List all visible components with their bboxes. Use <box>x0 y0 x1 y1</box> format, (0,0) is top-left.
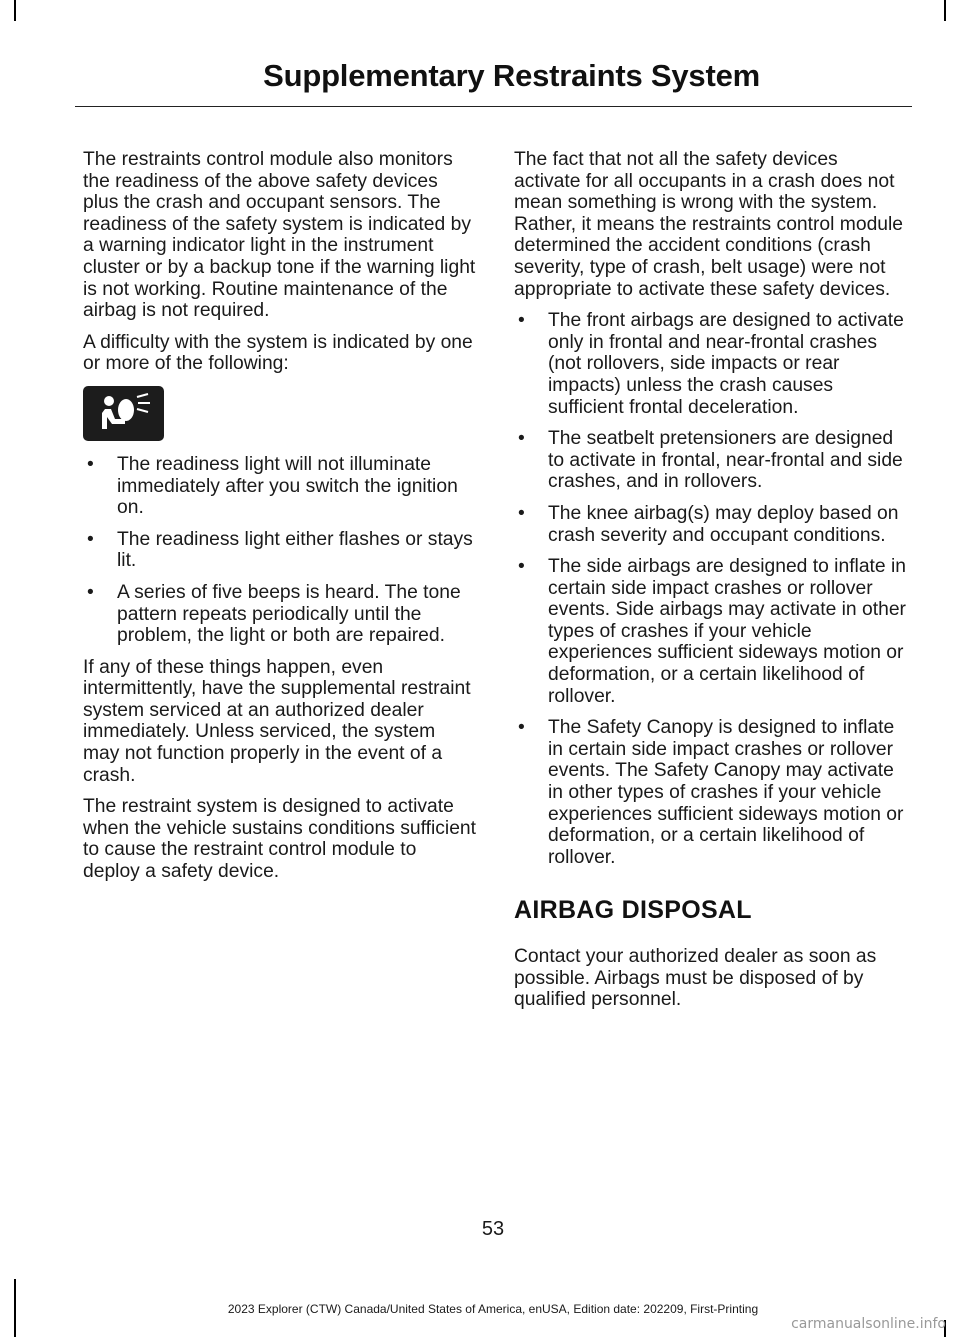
list-item-text: The readiness light will not illuminate immediately after you switch the ignition on. <box>117 453 458 519</box>
left-column <box>83 149 476 893</box>
list-item-text: The side airbags are designed to inflate in certain side impact crashes or rollover events. Side airbags may activate in other types of crashes if your vehicle experiences sufficient sideways motion or deformation, or a certain likelihood of rollover. <box>548 556 907 707</box>
paragraph: The fact that not all the safety devices activate for all occupants in a crash does not mean something is wrong with the system. Rather, it means the restraints control module determined the accident conditions (crash severity, type of crash, belt usage) were not appropriate to activate these safety devices. <box>514 149 904 300</box>
section-heading: AIRBAG DISPOSAL <box>514 896 752 925</box>
paragraph: A difficulty with the system is indicated by one or more of the following: <box>83 331 473 375</box>
crop-mark-top-left <box>14 0 16 21</box>
list-item <box>83 529 476 572</box>
list-item <box>514 556 909 707</box>
list-item <box>514 428 909 493</box>
page-number: 53 <box>481 1218 505 1240</box>
list-item-text: A series of five beeps is heard. The tone pattern repeats periodically until the problem, the light or both are repaired. <box>117 581 461 647</box>
list-item <box>514 310 909 418</box>
list-item <box>514 717 909 868</box>
bullet-glyph: • <box>87 581 94 603</box>
crop-mark-top-right <box>944 0 946 21</box>
paragraph: Contact your authorized dealer as soon as possible. Airbags must be disposed of by qualified personnel. <box>514 946 877 1011</box>
bullet-glyph: • <box>518 428 525 450</box>
footer-edition-info: 2023 Explorer (CTW) Canada/United States of America, enUSA, Edition date: 202209, First-Printing <box>227 1302 759 1316</box>
bullet-glyph: • <box>87 453 94 475</box>
bullet-glyph: • <box>518 717 525 739</box>
watermark: carmanualsonline.info <box>791 1316 946 1332</box>
list-item <box>514 503 909 546</box>
list-item-text: The front airbags are designed to activate only in frontal and near-frontal crashes (not rollovers, side impacts or rear impacts) unless the crash causes sufficient frontal deceleration. <box>548 310 904 418</box>
warning-list <box>83 454 476 647</box>
bullet-glyph: • <box>518 310 525 332</box>
paragraph: The restraints control module also monitors the readiness of the above safety devices plus the crash and occupant sensors. The readiness of the safety system is indicated by a warning indicator light in the instrument cluster or by a backup tone if the warning light is not working. Routine maintenance of the airbag is not required. <box>83 149 476 322</box>
page-title: Supplementary Restraints System <box>263 58 760 93</box>
right-column <box>514 149 909 1021</box>
paragraph: If any of these things happen, even intermittently, have the supplemental restraint system serviced at an authorized dealer immediately. Unless serviced, the system may not function properly in the event of a crash. <box>83 656 471 786</box>
bullet-glyph: • <box>518 502 525 524</box>
list-item-text: The knee airbag(s) may deploy based on crash severity and occupant conditions. <box>548 502 899 546</box>
paragraph: The restraint system is designed to activate when the vehicle sustains conditions sufficient to cause the restraint control module to deploy a safety device. <box>83 796 476 883</box>
list-item <box>83 582 476 647</box>
list-item-text: The readiness light either flashes or stays lit. <box>117 528 473 572</box>
airbag-warning-icon <box>83 386 164 441</box>
bullet-glyph: • <box>518 556 525 578</box>
title-divider <box>75 106 912 107</box>
list-item-text: The seatbelt pretensioners are designed to activate in frontal, near-frontal and side crashes, and in rollovers. <box>548 428 903 493</box>
bullet-glyph: • <box>87 528 94 550</box>
list-item <box>83 454 476 519</box>
list-item-text: The Safety Canopy is designed to inflate in certain side impact crashes or rollover events. The Safety Canopy may activate in other types of crashes if your vehicle experiences sufficient sideways motion or deformation, or a certain likelihood of rollover. <box>548 717 904 868</box>
device-list <box>514 310 909 868</box>
